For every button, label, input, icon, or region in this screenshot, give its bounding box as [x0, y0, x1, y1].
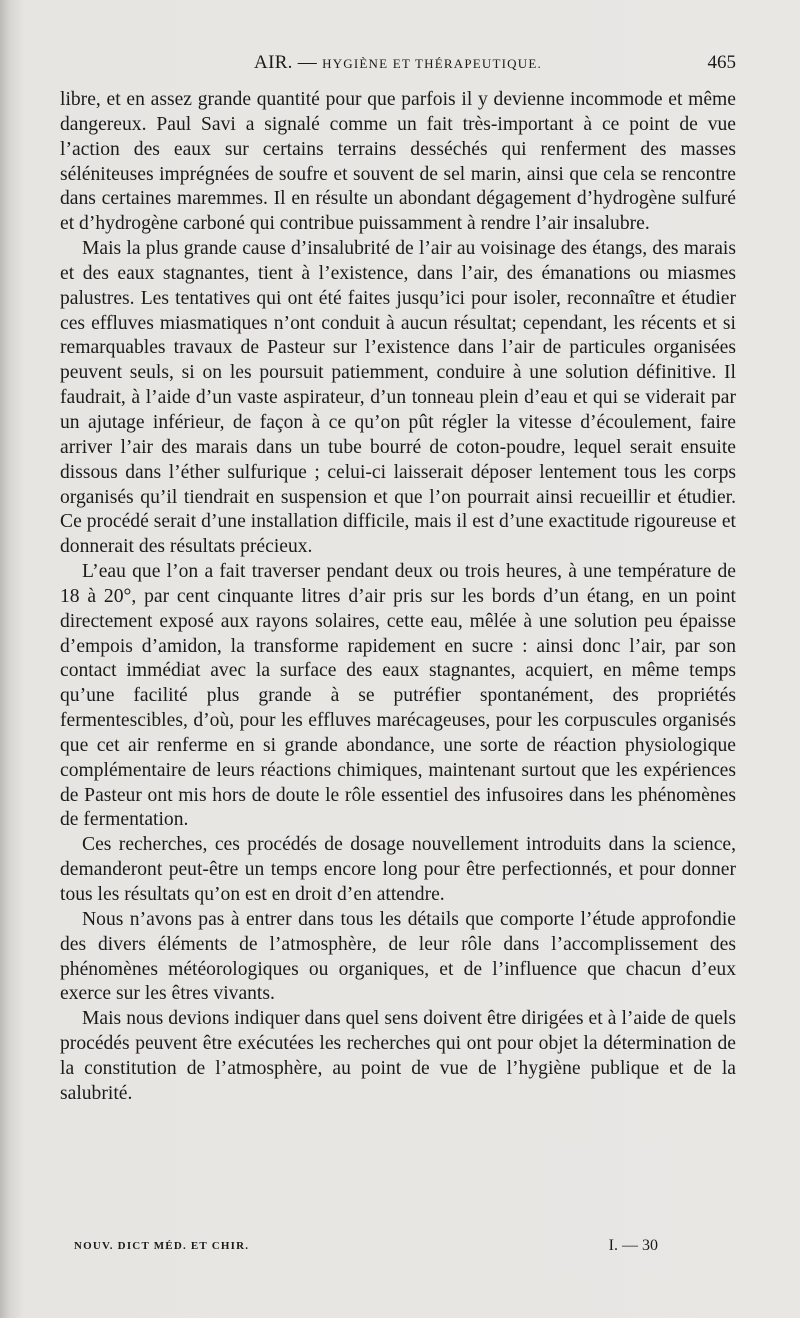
- body-text: [60, 88, 736, 1107]
- paragraph-atmosphere-elements: Nous n’avons pas à entrer dans tous les détails que comporte l’étude approfondie des divers éléments de l’atmosphère, de leur rôle dans l’accomplissement des phénomènes météorologiques ou organiques, et de l’influence que chacun d’eux exerce sur les êtres vivants.: [60, 908, 736, 1005]
- page-number: 465: [707, 52, 736, 73]
- running-title-subject: HYGIÈNE ET THÉRAPEUTIQUE.: [322, 56, 542, 71]
- paragraph-water-experiment: L’eau que l’on a fait traverser pendant deux ou trois heures, à une température de 18 à 20°, par cent cinquante litres d’air pris sur les bords d’un étang, en un point directement exposé aux rayons solaires, cette eau, mêlée à une solution peu épaisse d’empois d’amidon, la transforme rapidement en sucre : ainsi donc l’air, par son contact immédiat avec la surface des eaux stagnantes, acquiert, en même temps qu’une facilité plus grande à se putréfier spontanément, des propriétés fermentescibles, d’où, pour les effluves marécageuses, pour les corpuscules organisés que cet air renferme en si grande abondance, une sorte de réaction physiologique complémentaire de leurs réactions chimiques, maintenant surtout que les expériences de Pasteur ont mis hors de doute le rôle essentiel des infusoires dans les phénomènes de fermentation.: [60, 561, 736, 831]
- paragraph-marsh-miasmas: Mais la plus grande cause d’insalubrité de l’air au voisinage des étangs, des marais et des eaux stagnantes, tient à l’existence, dans l’air, des émanations ou miasmes palustres. Les tentatives qui ont été faites jusqu’ici pour isoler, reconnaître et étudier ces effluves miasmatiques n’ont conduit à aucun résultat; cependant, les récents et si remarquables travaux de Pasteur sur l’existence dans l’air de particules organisées peuvent seuls, si on les poursuit patiemment, conduire à une solution définitive. Il faudrait, à l’aide d’un vaste aspirateur, d’un tonneau plein d’eau et qui se viderait par un ajutage inférieur, de façon à ce qu’on pût régler la vitesse d’écoulement, faire arriver l’air des marais dans un tube bourré de coton-poudre, lequel serait ensuite dissous dans l’éther sulfurique ; celui-ci laisserait déposer lentement tous les corps organisés qu’il tiendrait en suspension et que l’on pourrait ainsi recueillir et étudier. Ce procédé serait d’une installation difficile, mais il est d’une exactitude rigoureuse et donnerait des résultats précieux.: [60, 238, 736, 558]
- running-head: [60, 52, 736, 78]
- paragraph-hygiene: Mais nous devions indiquer dans quel sens doivent être dirigées et à l’aide de quels procédés peuvent être exécutées les recherches qui ont pour objet la détermination de la constitution de l’atmosphère, au point de vue de l’hygiène publique et de la salubrité.: [60, 1008, 736, 1104]
- page-footer: [74, 1237, 658, 1260]
- paragraph-continuation: libre, et en assez grande quantité pour que parfois il y devienne incommode et même dangereux. Paul Savi a signalé comme un fait très-important à ce point de vue l’action des eaux sur certains terrains desséchés qui renferment des masses séléniteuses imprégnées de soufre et souvent de sel marin, ainsi que cela se rencontre dans certaines maremmes. Il en résulte un abondant dégagement d’hydrogène sulfuré et d’hydrogène carboné qui contribue puissamment à rendre l’air insalubre.: [60, 89, 736, 235]
- signature-mark: NOUV. DICT MÉD. ET CHIR.: [74, 1240, 250, 1252]
- signature-number: I. — 30: [608, 1237, 658, 1254]
- paragraph-research-methods: Ces recherches, ces procédés de dosage nouvellement introduits dans la science, demanderont peut-être un temps encore long pour être perfectionnés, et pour donner tous les résultats qu’on est en droit d’en attendre.: [60, 834, 736, 905]
- running-title-main: AIR. —: [254, 52, 323, 73]
- running-title: [60, 52, 736, 74]
